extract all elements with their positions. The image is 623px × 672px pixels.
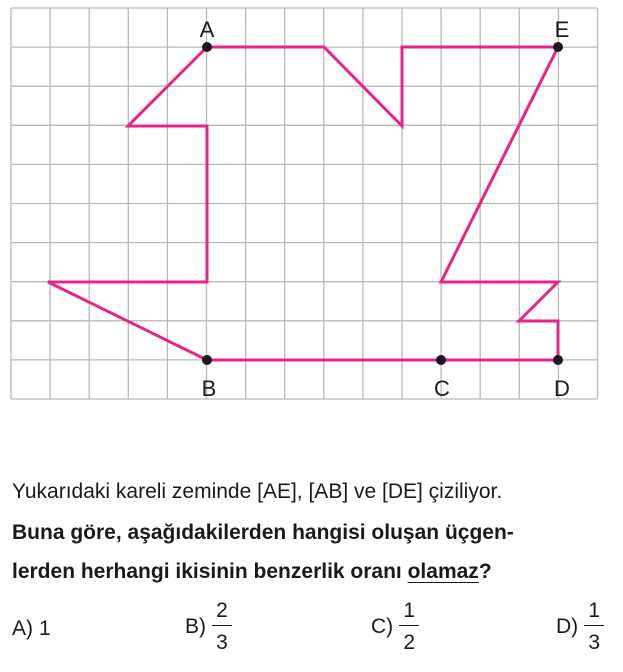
option-b[interactable] [185, 600, 232, 653]
option-b-numerator: 2 [212, 600, 232, 626]
option-d[interactable] [556, 600, 604, 653]
question-line-3-text: lerden herhangi ikisinin benzerlik oranı [12, 560, 408, 583]
point-b [202, 355, 217, 401]
option-d-denominator: 3 [588, 631, 601, 654]
question-mark: ? [478, 560, 492, 583]
option-a[interactable] [12, 617, 51, 641]
option-d-fraction [584, 600, 604, 653]
option-d-numerator: 1 [584, 600, 604, 626]
option-b-denominator: 3 [216, 631, 228, 654]
point-c [434, 355, 450, 401]
label-e: E [554, 17, 570, 42]
label-c: C [434, 376, 450, 401]
square-grid [11, 8, 598, 399]
option-d-label: D) [556, 614, 579, 638]
question-intro: Yukarıdaki kareli zeminde [AE], [AB] ve [DE] çiziliyor. [12, 480, 503, 503]
question-emphasis: olamaz [407, 560, 479, 583]
option-c-fraction [399, 600, 419, 653]
option-b-fraction [212, 600, 232, 653]
option-c-label: C) [371, 614, 394, 638]
label-d: D [554, 376, 570, 401]
question-line-3 [12, 560, 492, 584]
point-d [553, 355, 570, 401]
question-line-2: Buna göre, aşağıdakilerden hangisi oluşan üçgen- [12, 521, 514, 544]
option-b-label: B) [185, 614, 206, 638]
label-a: A [199, 17, 215, 42]
option-c-numerator: 1 [399, 600, 419, 626]
option-a-label: A) [12, 617, 33, 640]
label-b: B [201, 376, 217, 401]
option-a-value: 1 [39, 617, 51, 640]
option-c-denominator: 2 [403, 631, 416, 654]
option-c[interactable] [371, 600, 419, 653]
